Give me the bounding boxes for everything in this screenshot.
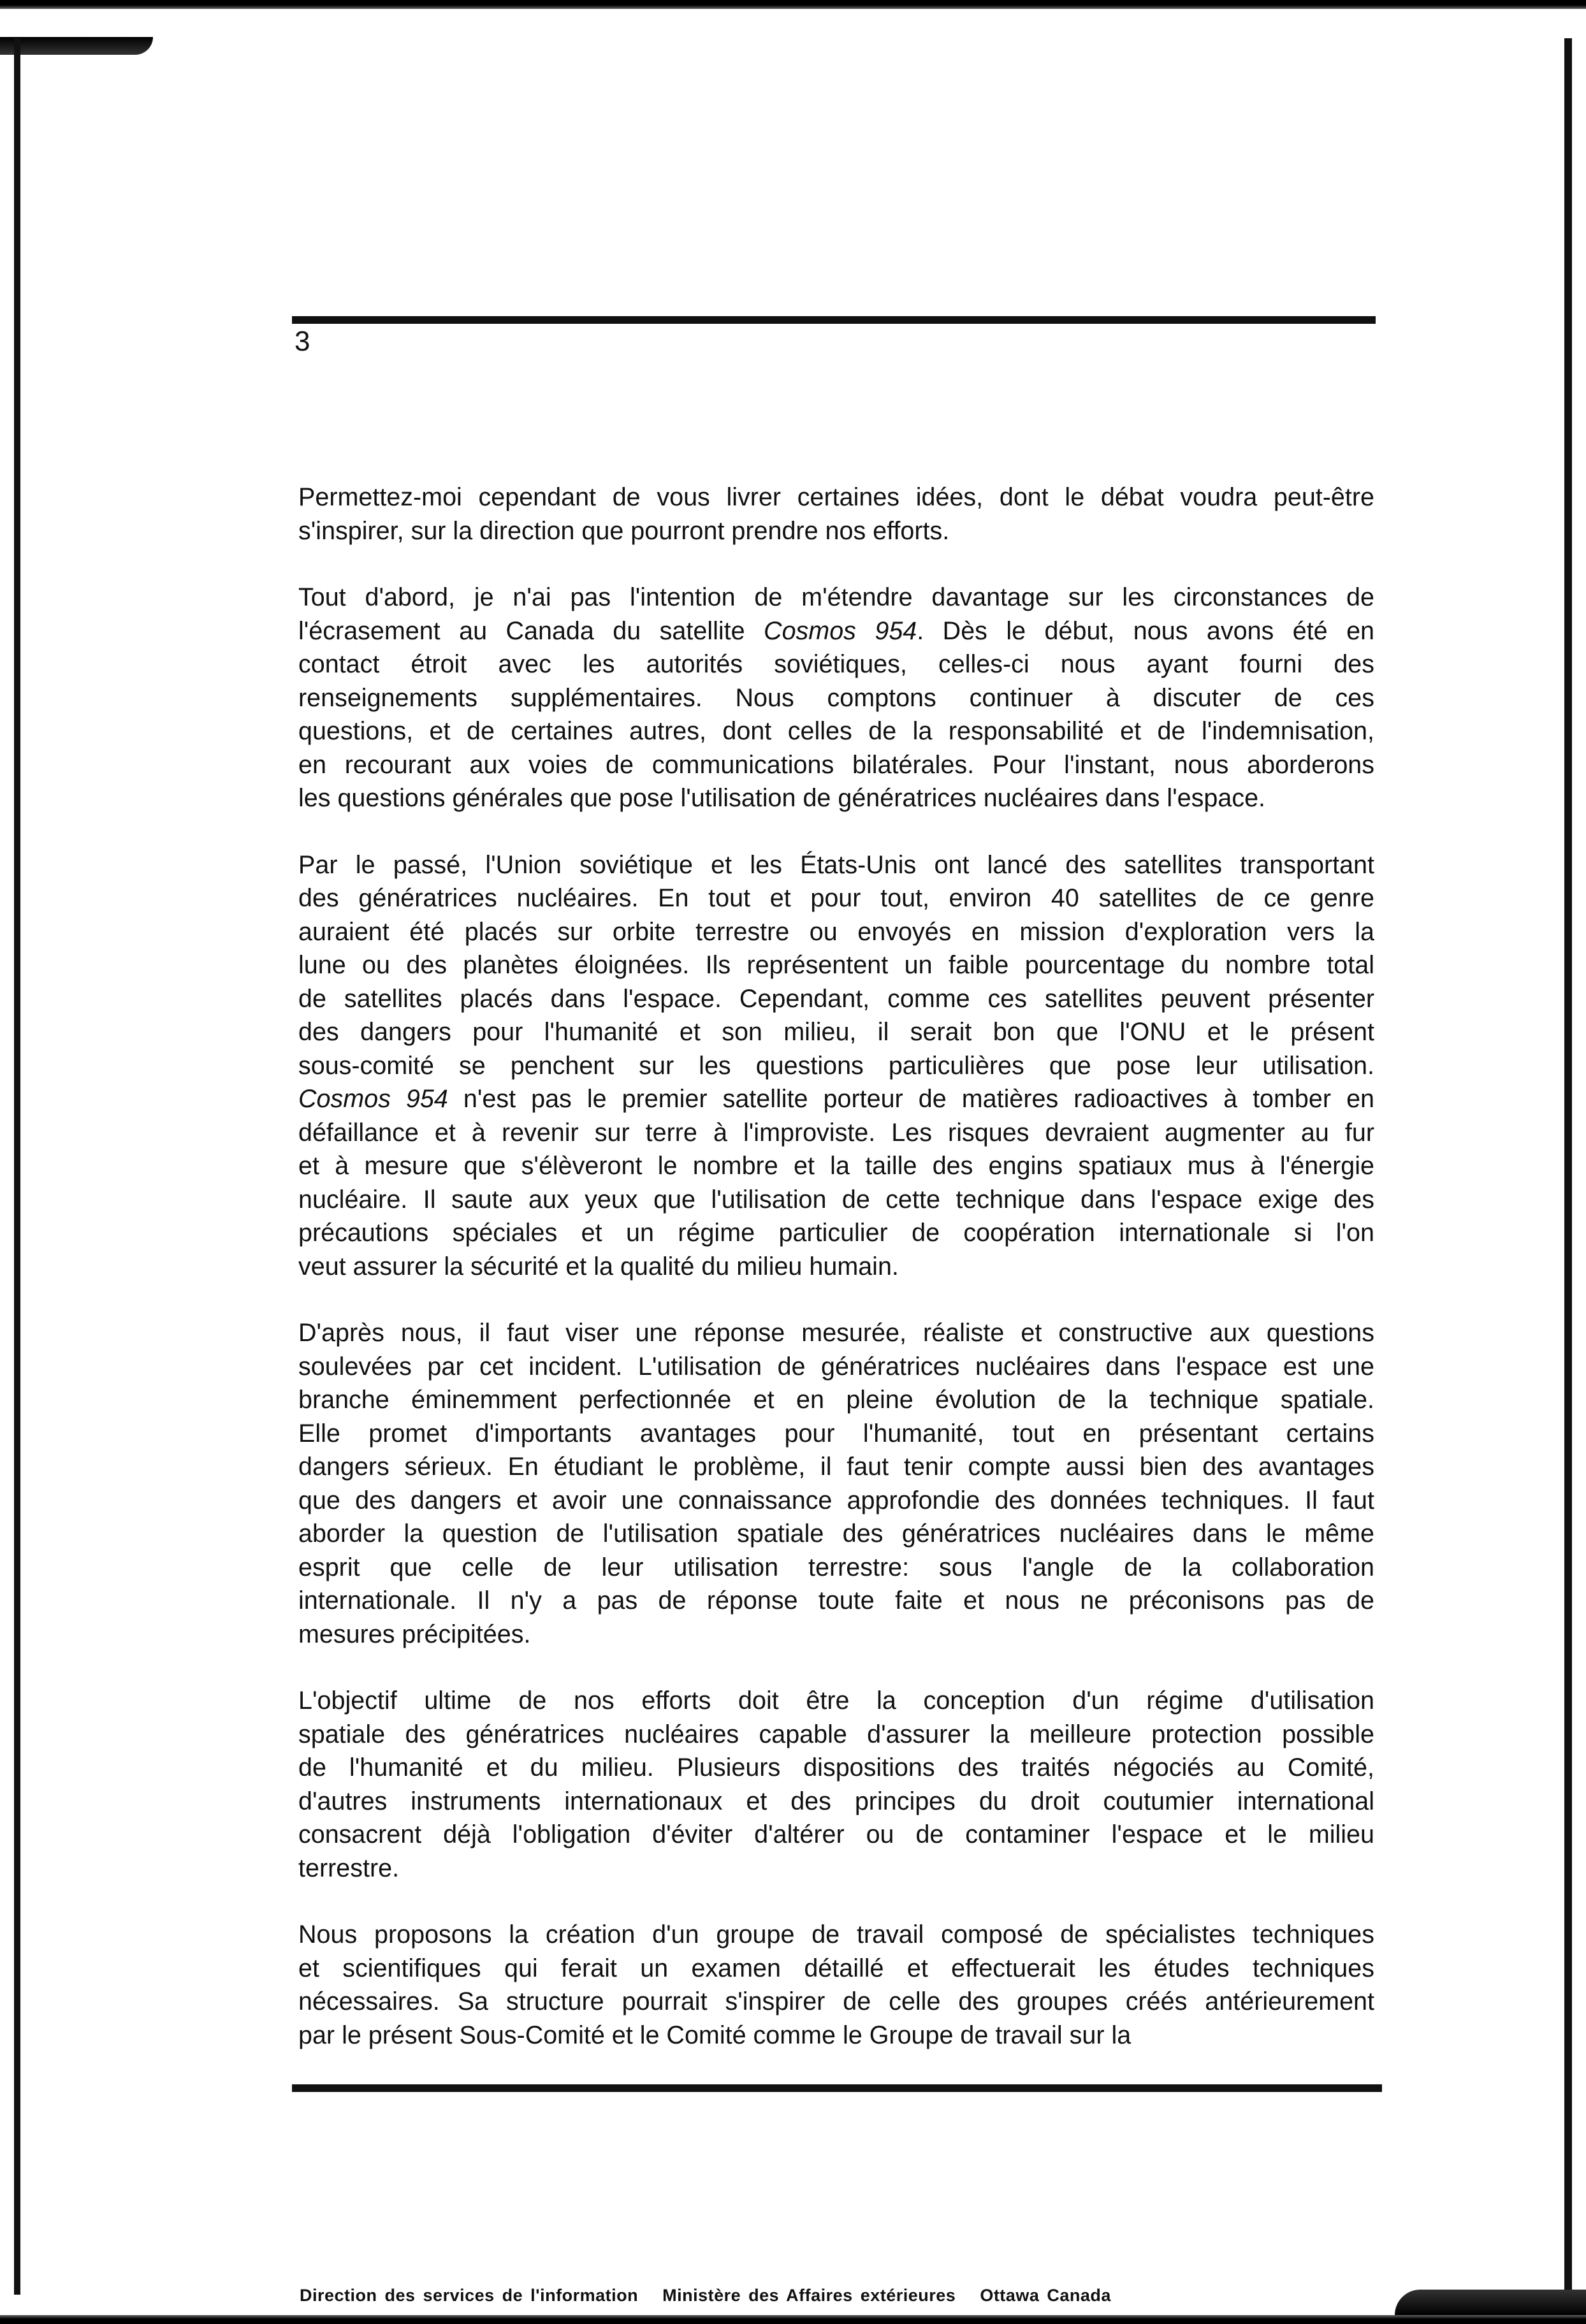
text-line: des dangers pour l'humanité et son milieu, il serait bon que l'ONU et le présent: [298, 1018, 1374, 1046]
text-line: spatiale des génératrices nucléaires capable d'assurer la meilleure protection possible: [298, 1720, 1374, 1748]
text-line: les questions générales que pose l'utilisation de génératrices nucléaires dans l'espace.: [298, 784, 1266, 812]
text-line: Elle promet d'importants avantages pour l'humanité, tout en présentant certains: [298, 1419, 1374, 1448]
header-rule: [292, 316, 1376, 324]
text-line: sous-comité se penchent sur les questions particulières que pose leur utilisation.: [298, 1051, 1374, 1080]
text-line: par le présent Sous-Comité et le Comité comme le Groupe de travail sur la: [298, 2021, 1131, 2049]
text-line: Par le passé, l'Union soviétique et les États-Unis ont lancé des satellites transportant: [298, 850, 1374, 879]
text-line: Tout d'abord, je n'ai pas l'intention de m'étendre davantage sur les circonstances de: [298, 583, 1374, 611]
paragraph: [298, 581, 1374, 815]
text-line: nucléaire. Il saute aux yeux que l'utilisation de cette technique dans l'espace exige des: [298, 1185, 1374, 1214]
text-line: [298, 614, 1374, 648]
text-line: en recourant aux voies de communications bilatérales. Pour l'instant, nous aborderons: [298, 750, 1374, 779]
text-line: soulevées par cet incident. L'utilisation de génératrices nucléaires dans l'espace est une: [298, 1352, 1374, 1381]
footer-location: Ottawa Canada: [980, 2286, 1111, 2305]
text-line: L'objectif ultime de nos efforts doit être la conception d'un régime d'utilisation: [298, 1687, 1374, 1715]
paragraph: [298, 1918, 1374, 2052]
text-line: d'autres instruments internationaux et des principes du droit coutumier international: [298, 1787, 1374, 1815]
paragraph: [298, 481, 1374, 548]
text-line: internationale. Il n'y a pas de réponse toute faite et nous ne préconisons pas de: [298, 1587, 1374, 1615]
footer-rule: [292, 2084, 1382, 2092]
text-line: contact étroit avec les autorités soviétiques, celles-ci nous ayant fourni des: [298, 650, 1374, 678]
text-segment: . Dès le début, nous avons été en: [917, 616, 1375, 645]
text-line: [298, 1082, 1374, 1116]
scan-edge-top: [0, 0, 1586, 9]
text-line: mesures précipitées.: [298, 1620, 531, 1648]
paragraph: [298, 1684, 1374, 1885]
text-segment: l'écrasement au Canada du satellite: [298, 616, 764, 645]
text-line: lune ou des planètes éloignées. Ils représentent un faible pourcentage du nombre total: [298, 951, 1374, 979]
page-footer: [300, 2286, 1111, 2306]
text-line: s'inspirer, sur la direction que pourront prendre nos efforts.: [298, 516, 950, 545]
text-line: Permettez-moi cependant de vous livrer certaines idées, dont le débat voudra peut-être: [298, 483, 1374, 511]
footer-division: Direction des services de l'information: [300, 2286, 639, 2305]
scan-edge-right: [1564, 38, 1572, 2295]
text-line: précautions spéciales et un régime particulier de coopération internationale si l'on: [298, 1219, 1374, 1247]
text-line: aborder la question de l'utilisation spatiale des génératrices nucléaires dans le même: [298, 1520, 1374, 1548]
document-body: [298, 481, 1374, 2085]
text-line: Nous proposons la création d'un groupe de travail composé de spécialistes techniques: [298, 1921, 1374, 1949]
page-number: 3: [295, 326, 310, 357]
text-line: nécessaires. Sa structure pourrait s'inspirer de celle des groupes créés antérieurement: [298, 1987, 1374, 2015]
italic-title: Cosmos 954: [764, 616, 917, 645]
text-line: et à mesure que s'élèveront le nombre et la taille des engins spatiaux mus à l'énergie: [298, 1152, 1374, 1180]
text-line: questions, et de certaines autres, dont celles de la responsabilité et de l'indemnisation,: [298, 717, 1374, 745]
text-line: consacrent déjà l'obligation d'éviter d'altérer ou de contaminer l'espace et le milieu: [298, 1820, 1374, 1848]
text-line: des génératrices nucléaires. En tout et pour tout, environ 40 satellites de ce genre: [298, 884, 1374, 912]
text-line: D'après nous, il faut viser une réponse mesurée, réaliste et constructive aux questions: [298, 1319, 1374, 1347]
text-line: défaillance et à revenir sur terre à l'improviste. Les risques devraient augmenter au fur: [298, 1118, 1374, 1147]
text-line: de l'humanité et du milieu. Plusieurs dispositions des traités négociés au Comité,: [298, 1754, 1374, 1782]
text-line: renseignements supplémentaires. Nous comptons continuer à discuter de ces: [298, 683, 1374, 712]
scan-edge-left: [14, 38, 20, 2295]
text-line: que des dangers et avoir une connaissance approfondie des données techniques. Il faut: [298, 1486, 1374, 1514]
text-line: de satellites placés dans l'espace. Cependant, comme ces satellites peuvent présenter: [298, 984, 1374, 1013]
scan-edge-bottom: [0, 2315, 1586, 2324]
scan-corner-bottom-right: [1395, 2290, 1586, 2315]
text-line: et scientifiques qui ferait un examen détaillé et effectuerait les études techniques: [298, 1954, 1374, 1982]
italic-title: Cosmos 954: [298, 1085, 448, 1113]
scan-corner-top-left: [0, 37, 153, 55]
text-line: branche éminemment perfectionnée et en pleine évolution de la technique spatiale.: [298, 1386, 1374, 1414]
text-line: auraient été placés sur orbite terrestre ou envoyés en mission d'exploration vers la: [298, 917, 1374, 946]
text-line: esprit que celle de leur utilisation terrestre: sous l'angle de la collaboration: [298, 1553, 1374, 1581]
text-segment: n'est pas le premier satellite porteur de matières radioactives à tomber en: [447, 1085, 1374, 1113]
paragraph: [298, 1316, 1374, 1651]
text-line: veut assurer la sécurité et la qualité du milieu humain.: [298, 1252, 899, 1281]
text-line: dangers sérieux. En étudiant le problème, il faut tenir compte aussi bien des avantages: [298, 1453, 1374, 1481]
paragraph: [298, 848, 1374, 1284]
footer-ministry: Ministère des Affaires extérieures: [662, 2286, 956, 2305]
text-line: terrestre.: [298, 1854, 400, 1882]
